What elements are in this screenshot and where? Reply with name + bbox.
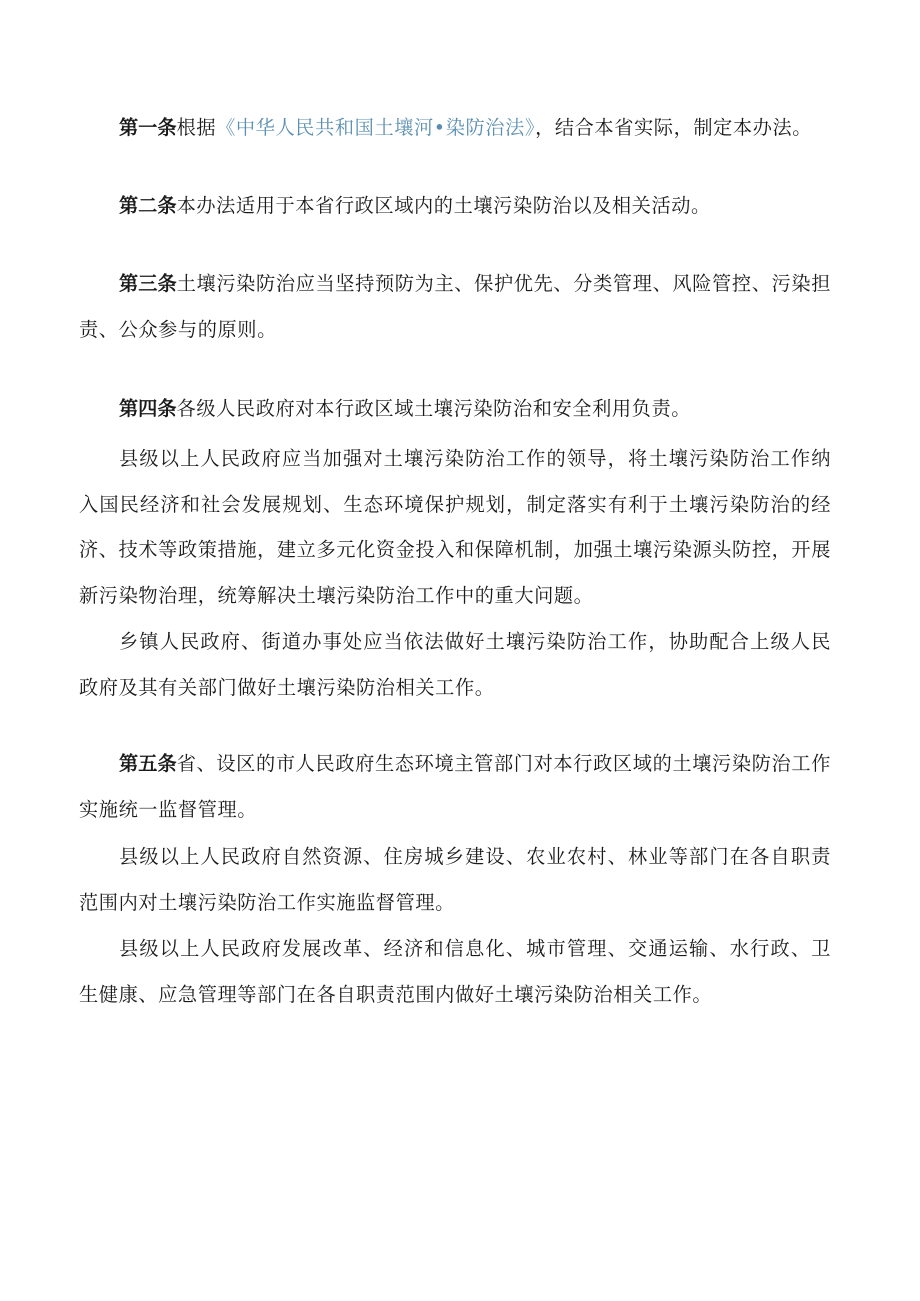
article-3-text: 土壤污染防治应当坚持预防为主、保护优先、分类管理、风险管控、污染担责、公众参与的原则。 bbox=[79, 272, 831, 341]
article-5-paragraph-3: 县级以上人民政府发展改革、经济和信息化、城市管理、交通运输、水行政、卫生健康、应急管理等部门在各自职责范围内做好土壤污染防治相关工作。 bbox=[79, 937, 831, 1006]
article-3 bbox=[79, 261, 831, 352]
article-1-label: 第一条 bbox=[119, 116, 177, 139]
article-1-pre: 根据 bbox=[176, 116, 217, 139]
article-5-label: 第五条 bbox=[119, 752, 177, 775]
article-2 bbox=[79, 183, 831, 229]
article-3-label: 第三条 bbox=[119, 272, 177, 295]
article-4-paragraph-3: 乡镇人民政府、街道办事处应当依法做好土壤污染防治工作，协助配合上级人民政府及其有关部门做好土壤污染防治相关工作。 bbox=[79, 630, 831, 699]
article-1 bbox=[79, 105, 831, 151]
article-5-paragraph-2: 县级以上人民政府自然资源、住房城乡建设、农业农村、林业等部门在各自职责范围内对土壤污染防治工作实施监督管理。 bbox=[79, 845, 831, 914]
article-4 bbox=[79, 386, 831, 432]
article-1-post: ，结合本省实际，制定本办法。 bbox=[535, 116, 813, 139]
article-2-text: 本办法适用于本省行政区域内的土壤污染防治以及相关活动。 bbox=[176, 194, 711, 217]
article-2-label: 第二条 bbox=[119, 194, 177, 217]
article-4-label: 第四条 bbox=[119, 397, 177, 420]
law-reference-link[interactable]: 《中华人民共和国土壤河•染防治法》 bbox=[216, 116, 536, 139]
article-4-paragraph-2: 县级以上人民政府应当加强对土壤污染防治工作的领导，将土壤污染防治工作纳入国民经济和社会发展规划、生态环境保护规划，制定落实有利于土壤污染防治的经济、技术等政策措施，建立多元化资金投入和保障机制，加强土壤污染源头防控，开展新污染物治理，统筹解决土壤污染防治工作中的重大问题。 bbox=[79, 447, 831, 607]
article-5-text: 省、设区的市人民政府生态环境主管部门对本行政区域的土壤污染防治工作实施统一监督管理。 bbox=[79, 752, 831, 821]
article-5 bbox=[79, 741, 831, 832]
article-4-text: 各级人民政府对本行政区域土壤污染防治和安全利用负责。 bbox=[176, 397, 692, 420]
